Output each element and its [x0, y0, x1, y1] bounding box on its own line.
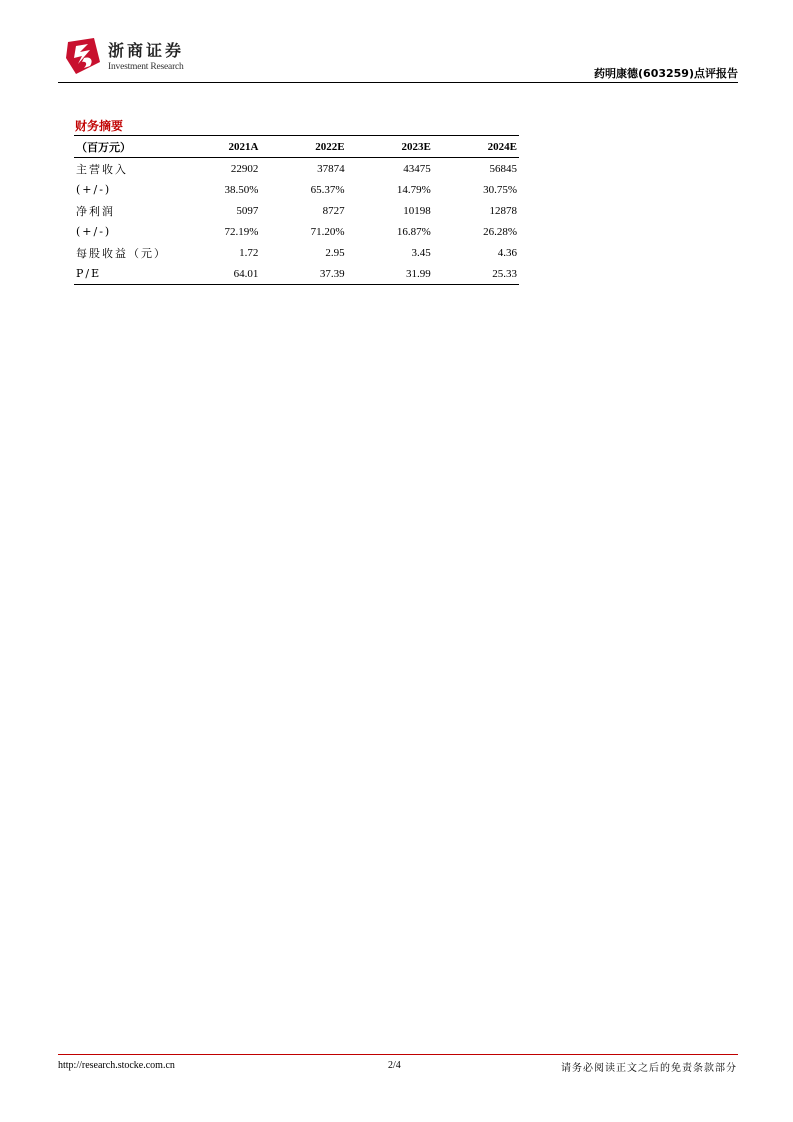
- financial-summary-table: [74, 135, 519, 285]
- table-cell: 38.50%: [224, 183, 259, 196]
- table-cell: 37.39: [319, 267, 345, 280]
- row-label: 净利润: [76, 204, 115, 218]
- table-cell: 56845: [489, 162, 517, 175]
- column-header-year: 2023E: [401, 140, 431, 153]
- report-title: 药明康德(603259)点评报告: [594, 67, 738, 80]
- column-header-year: 2024E: [487, 140, 517, 153]
- footer-divider: [58, 1054, 738, 1055]
- table-header-row: [74, 136, 519, 158]
- table-cell: 26.28%: [483, 225, 517, 238]
- table-cell: 8727: [322, 204, 345, 217]
- table-cell: 12878: [489, 204, 517, 217]
- row-label: (+/-): [76, 225, 112, 238]
- brokerage-logo-icon: [64, 36, 104, 76]
- footer-website-link[interactable]: http://research.stocke.com.cn: [58, 1060, 175, 1071]
- table-cell: 1.72: [239, 246, 259, 259]
- table-cell: 3.45: [411, 246, 431, 259]
- column-header-unit: （百万元）: [76, 140, 131, 154]
- column-header-year: 2021A: [228, 140, 259, 153]
- table-row: [74, 242, 519, 263]
- table-cell: 10198: [403, 204, 431, 217]
- table-row: [74, 221, 519, 242]
- page-number: 2/4: [388, 1060, 401, 1071]
- table-cell: 30.75%: [483, 183, 517, 196]
- table-cell: 31.99: [406, 267, 431, 280]
- section-title: 财务摘要: [75, 119, 124, 133]
- table-cell: 16.87%: [396, 225, 431, 238]
- header-divider: [58, 82, 738, 83]
- table-row: [74, 263, 519, 285]
- table-cell: 2.95: [325, 246, 345, 259]
- table-cell: 22902: [230, 162, 259, 175]
- page-header: [58, 36, 738, 84]
- table-cell: 71.20%: [310, 225, 345, 238]
- table-row: [74, 179, 519, 200]
- footer-disclaimer: 请务必阅读正文之后的免责条款部分: [561, 1063, 737, 1074]
- row-label: (+/-): [76, 183, 112, 196]
- table-row: [74, 158, 519, 180]
- table-row: [74, 200, 519, 221]
- table-cell: 4.36: [497, 246, 517, 259]
- table-cell: 5097: [236, 204, 259, 217]
- table-cell: 72.19%: [224, 225, 259, 238]
- table-cell: 37874: [317, 162, 345, 175]
- logo-chinese-name: 浙商证券: [108, 41, 185, 60]
- table-cell: 43475: [403, 162, 431, 175]
- row-label: 主营收入: [76, 162, 128, 176]
- table-cell: 64.01: [233, 267, 259, 280]
- row-label: P/E: [76, 267, 102, 280]
- table-cell: 14.79%: [396, 183, 431, 196]
- table-cell: 65.37%: [310, 183, 345, 196]
- table-cell: 25.33: [492, 267, 517, 280]
- column-header-year: 2022E: [315, 140, 345, 153]
- row-label: 每股收益（元）: [76, 246, 167, 260]
- logo-english-name: Investment Research: [108, 62, 184, 72]
